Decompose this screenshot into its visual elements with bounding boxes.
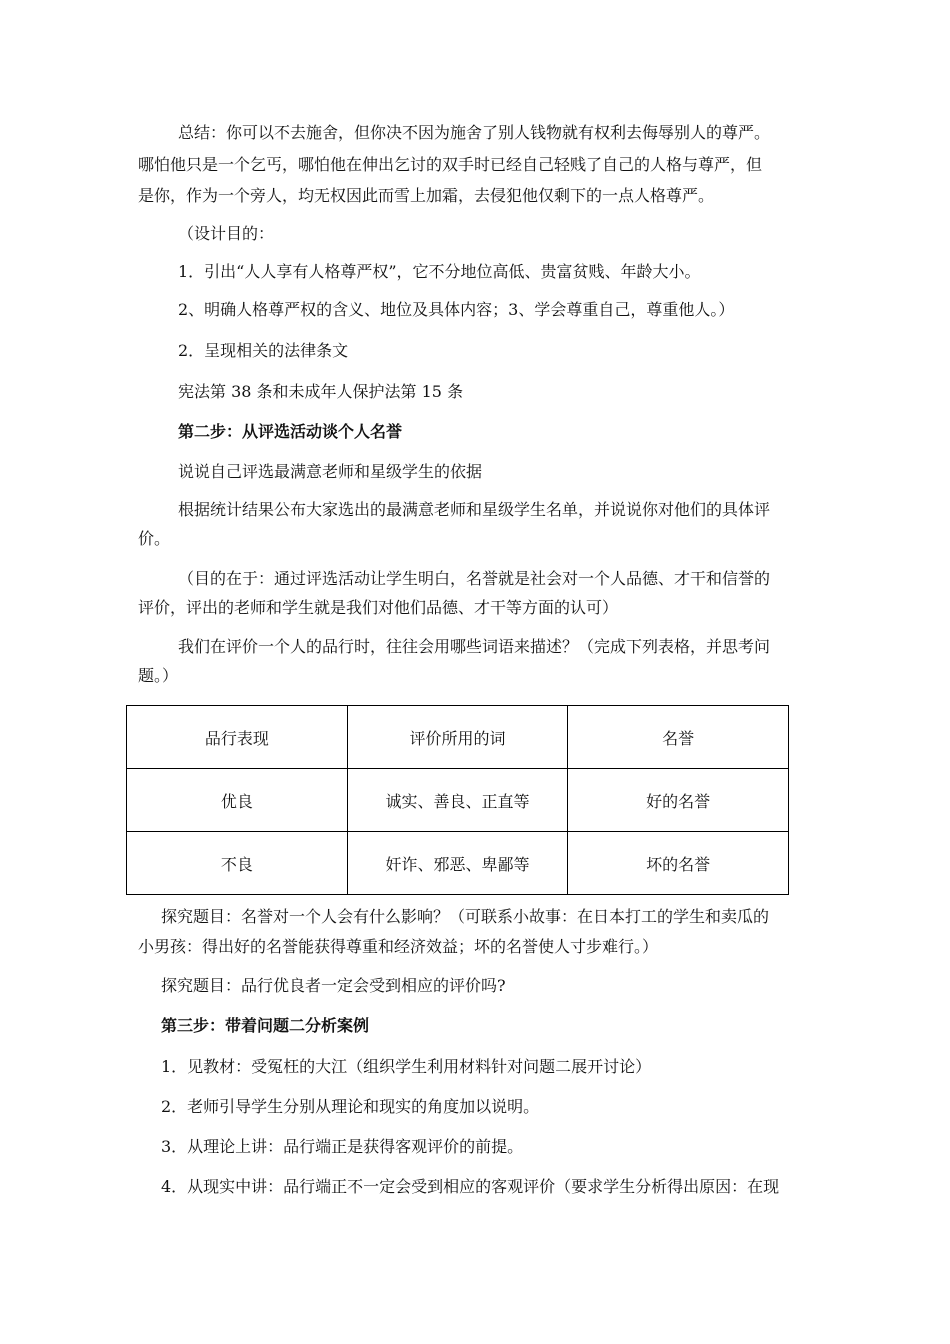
table-cell: 优良 (127, 769, 348, 832)
step-two-intro: 说说自己评选最满意老师和星级学生的依据 (178, 462, 483, 481)
purpose-item-1: 1．引出“人人享有人格尊严权”，它不分地位高低、贵富贫贱、年龄大小。 (178, 262, 701, 281)
purpose-item-2: 2、明确人格尊严权的含义、地位及具体内容；3、学会尊重自己，尊重他人。） (178, 300, 735, 319)
question-line-2: 题。） (138, 666, 179, 685)
case-item-4: 4．从现实中讲：品行端正不一定会受到相应的客观评价（要求学生分析得出原因：在现 (161, 1177, 780, 1196)
table-cell: 好的名誉 (568, 769, 789, 832)
table-row (127, 832, 789, 895)
inquiry-one-line-2: 小男孩：得出好的名誉能获得尊重和经济效益；坏的名誉使人寸步难行。） (138, 937, 659, 956)
inquiry-one-line-1: 探究题目：名誉对一个人会有什么影响？（可联系小故事：在日本打工的学生和卖瓜的 (161, 907, 770, 926)
step-two-text-line-1: 根据统计结果公布大家选出的最满意老师和星级学生名单，并说说你对他们的具体评 (178, 500, 771, 519)
table-header-cell: 评价所用的词 (347, 706, 568, 769)
step-two-heading: 第二步：从评选活动谈个人名誉 (178, 422, 403, 441)
design-purpose-label: （设计目的： (178, 224, 275, 243)
inquiry-two: 探究题目：品行优良者一定会受到相应的评价吗? (161, 976, 506, 995)
table-cell: 诚实、善良、正直等 (347, 769, 568, 832)
table-header-row (127, 706, 789, 769)
table-header-cell: 品行表现 (127, 706, 348, 769)
case-item-3: 3．从理论上讲：品行端正是获得客观评价的前提。 (161, 1137, 524, 1156)
summary-line-3: 是你，作为一个旁人，均无权因此而雪上加霜，去侵犯他仅剩下的一点人格尊严。 (138, 186, 715, 205)
case-item-1: 1．见教材：受冤枉的大江（组织学生利用材料针对问题二展开讨论） (161, 1057, 652, 1076)
summary-line-2: 哪怕他只是一个乞丐，哪怕他在伸出乞讨的双手时已经自己轻贱了自己的人格与尊严，但 (138, 155, 763, 174)
table-cell: 不良 (127, 832, 348, 895)
table-cell: 奸诈、邪恶、卑鄙等 (347, 832, 568, 895)
law-articles: 宪法第 38 条和未成年人保护法第 15 条 (178, 382, 464, 401)
summary-line-1: 总结：你可以不去施舍，但你决不因为施舍了别人钱物就有权利去侮辱别人的尊严。 (178, 123, 771, 142)
question-line-1: 我们在评价一个人的品行时，往往会用哪些词语来描述？（完成下列表格，并思考问 (178, 637, 771, 656)
reputation-table (126, 705, 789, 895)
case-item-2: 2．老师引导学生分别从理论和现实的角度加以说明。 (161, 1097, 540, 1116)
goal-line-2: 评价，评出的老师和学生就是我们对他们品德、才干等方面的认可） (138, 598, 619, 617)
table-row (127, 769, 789, 832)
goal-line-1: （目的在于：通过评选活动让学生明白，名誉就是社会对一个人品德、才干和信誉的 (178, 569, 771, 588)
step-two-text-line-2: 价。 (138, 529, 171, 548)
step-three-heading: 第三步：带着问题二分析案例 (161, 1016, 370, 1035)
table-header-cell: 名誉 (568, 706, 789, 769)
table-cell: 坏的名誉 (568, 832, 789, 895)
step-law-text: 2．呈现相关的法律条文 (178, 341, 349, 360)
